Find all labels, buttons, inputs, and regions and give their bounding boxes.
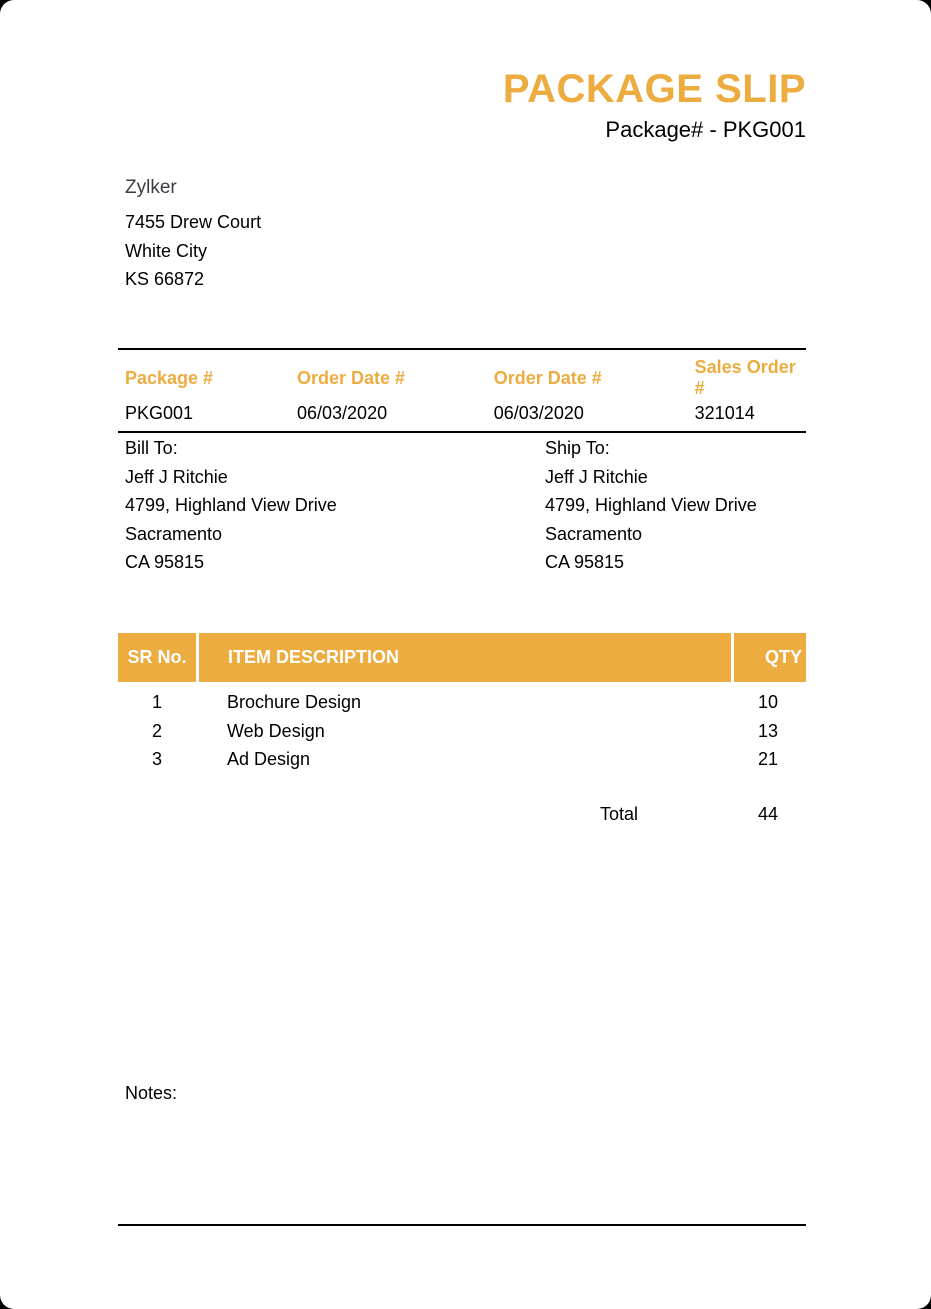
summary-value-sales-order: 321014 bbox=[694, 403, 755, 423]
ship-to-block bbox=[545, 434, 757, 577]
summary-value-row bbox=[118, 401, 806, 432]
summary-value-order-date-2: 06/03/2020 bbox=[493, 403, 584, 423]
bill-to-line: Jeff J Ritchie bbox=[125, 466, 228, 487]
company-address-line: 7455 Drew Court bbox=[125, 212, 262, 232]
item-sr: 1 bbox=[151, 692, 162, 712]
company-block bbox=[125, 174, 261, 294]
item-qty: 21 bbox=[757, 749, 778, 770]
summary-header-order-date-1: Order Date # bbox=[297, 367, 406, 388]
table-row bbox=[118, 688, 806, 717]
company-address-line: KS 66872 bbox=[125, 269, 205, 289]
summary-header-order-date-2: Order Date # bbox=[493, 367, 602, 388]
bill-to-line: Sacramento bbox=[125, 523, 223, 544]
total-label: Total bbox=[599, 804, 638, 824]
summary-value-order-date-1: 06/03/2020 bbox=[297, 403, 388, 423]
ship-to-line: 4799, Highland View Drive bbox=[545, 495, 757, 515]
table-row bbox=[118, 745, 806, 774]
item-qty: 10 bbox=[757, 692, 778, 712]
items-header-sr: SR No. bbox=[118, 633, 196, 682]
items-table-body bbox=[118, 682, 806, 774]
summary-value-package: PKG001 bbox=[125, 403, 194, 423]
bill-to-line: CA 95815 bbox=[125, 552, 205, 572]
item-description: Ad Design bbox=[227, 749, 311, 770]
table-row bbox=[118, 717, 806, 746]
bill-to-block bbox=[125, 434, 545, 577]
item-qty: 13 bbox=[757, 720, 778, 741]
footer-divider bbox=[118, 1224, 806, 1226]
summary-header-package: Package # bbox=[125, 367, 214, 388]
ship-to-line: Sacramento bbox=[545, 523, 643, 544]
company-name: Zylker bbox=[125, 177, 177, 198]
total-row bbox=[118, 800, 806, 828]
company-address-line: White City bbox=[125, 240, 208, 261]
item-description: Brochure Design bbox=[227, 692, 362, 712]
summary-header-sales-order: Sales Order # bbox=[694, 357, 796, 398]
ship-to-line: CA 95815 bbox=[545, 552, 625, 572]
package-number: Package# - PKG001 bbox=[605, 117, 806, 142]
summary-header-row bbox=[118, 349, 806, 401]
items-header-qty: QTY bbox=[734, 633, 806, 682]
item-description: Web Design bbox=[227, 720, 325, 741]
order-summary-table bbox=[118, 348, 806, 433]
total-value: 44 bbox=[757, 804, 778, 824]
document-header bbox=[118, 66, 806, 143]
bill-to-label: Bill To: bbox=[125, 438, 178, 458]
bill-to-line: 4799, Highland View Drive bbox=[125, 495, 337, 515]
page-title: PACKAGE SLIP bbox=[502, 67, 806, 111]
addresses-section bbox=[125, 434, 757, 577]
items-table-header bbox=[118, 633, 806, 682]
ship-to-label: Ship To: bbox=[545, 438, 610, 458]
items-header-description: ITEM DESCRIPTION bbox=[199, 633, 731, 682]
items-table bbox=[118, 633, 806, 774]
ship-to-line: Jeff J Ritchie bbox=[545, 466, 648, 487]
item-sr: 2 bbox=[151, 720, 162, 741]
notes-label: Notes: bbox=[125, 1083, 178, 1103]
item-sr: 3 bbox=[151, 749, 162, 770]
